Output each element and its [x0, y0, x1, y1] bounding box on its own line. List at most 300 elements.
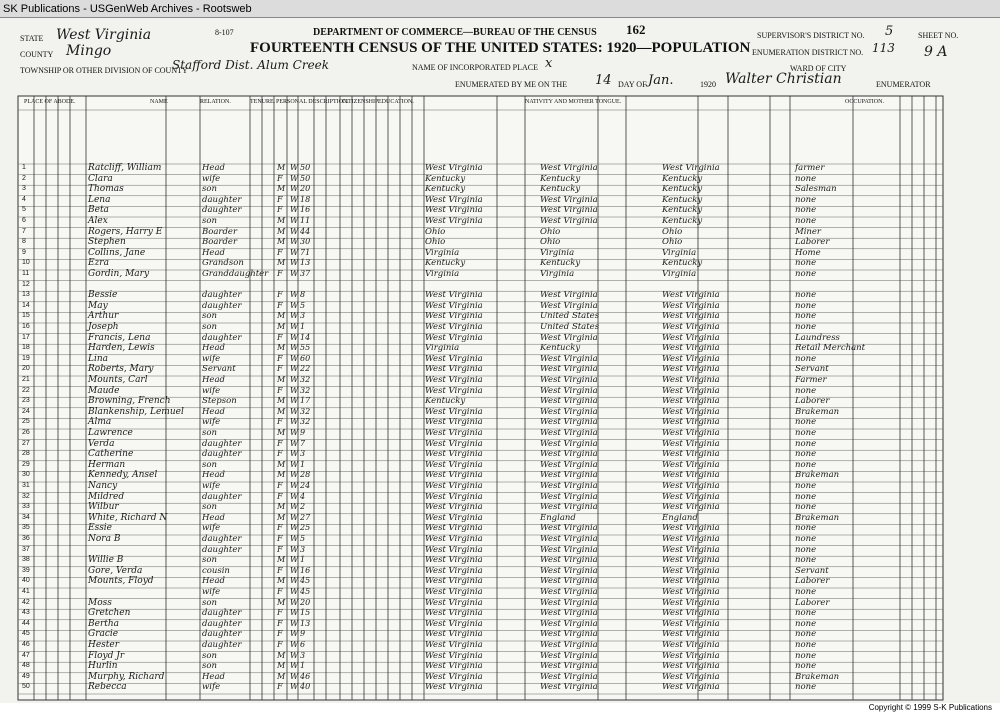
cell-mbirth: West Virginia: [662, 629, 720, 640]
county-label: COUNTY: [20, 50, 54, 59]
census-title: FOURTEENTH CENSUS OF THE UNITED STATES: 1920—POPULATION: [250, 40, 751, 56]
cell-race: W: [290, 608, 299, 618]
table-row: [0, 429, 1000, 440]
cell-sex: F: [277, 300, 283, 310]
cell-n: 40: [22, 577, 30, 585]
cell-name: Ratcliff, William: [88, 163, 162, 173]
cell-rel: daughter: [202, 640, 242, 650]
cell-sex: F: [277, 269, 283, 278]
cell-occ: none: [795, 555, 817, 566]
cell-n: 42: [22, 598, 30, 606]
cell-age: 25: [300, 523, 311, 533]
cell-rel: son: [202, 661, 217, 672]
cell-n: 48: [22, 662, 30, 670]
cell-sex: M: [277, 576, 286, 586]
table-row: [0, 482, 1000, 493]
cell-mbirth: West Virginia: [662, 322, 720, 332]
cell-fbirth: West Virginia: [540, 300, 598, 311]
cell-rel: son: [202, 184, 217, 195]
cell-fbirth: Kentucky: [540, 258, 581, 269]
cell-fbirth: United States: [540, 311, 600, 322]
cell-n: 49: [22, 672, 30, 680]
cell-fbirth: West Virginia: [540, 671, 598, 682]
cell-mbirth: West Virginia: [662, 290, 720, 301]
table-row: [0, 270, 1000, 281]
cell-race: W: [290, 343, 299, 353]
cell-birth: West Virginia: [425, 682, 483, 693]
cell-fbirth: West Virginia: [540, 608, 598, 619]
cell-birth: West Virginia: [425, 300, 483, 311]
table-row: [0, 302, 1000, 313]
cell-age: 20: [300, 597, 311, 607]
cell-race: W: [290, 396, 299, 406]
cell-race: W: [290, 597, 299, 607]
state-value: West Virginia: [56, 27, 152, 43]
cell-race: W: [290, 587, 299, 596]
cell-occ: none: [795, 417, 817, 428]
cell-occ: none: [795, 194, 817, 205]
cell-n: 43: [22, 609, 30, 617]
day-of-label: DAY OF: [618, 80, 647, 89]
col-header-nativity: NATIVITY AND MOTHER TONGUE.: [525, 99, 622, 105]
cell-name: Bessie: [88, 290, 118, 301]
cell-rel: daughter: [202, 534, 242, 544]
cell-mbirth: West Virginia: [662, 163, 720, 173]
cell-mbirth: West Virginia: [662, 502, 720, 513]
cell-name: Gore, Verda: [88, 565, 143, 576]
cell-rel: Head: [202, 576, 225, 587]
cell-occ: Laborer: [795, 597, 830, 608]
cell-name: Clara: [88, 173, 113, 184]
table-row: [0, 196, 1000, 207]
cell-occ: none: [795, 544, 817, 555]
cell-n: 1: [22, 164, 26, 171]
col-header-education: EDUCATION.: [378, 99, 414, 105]
cell-name: Herman: [88, 459, 126, 470]
cell-birth: Ohio: [425, 237, 446, 248]
cell-mbirth: West Virginia: [662, 364, 720, 375]
cell-n: 12: [22, 280, 30, 288]
cell-occ: Servant: [795, 565, 829, 576]
cell-name: Willie B: [88, 555, 124, 566]
cell-rel: Head: [202, 406, 225, 417]
cell-mbirth: West Virginia: [662, 406, 720, 417]
cell-birth: West Virginia: [425, 640, 483, 650]
cell-n: 17: [22, 333, 30, 341]
cell-race: W: [290, 205, 299, 215]
cell-birth: West Virginia: [425, 322, 483, 332]
cell-occ: none: [795, 491, 817, 502]
cell-sex: M: [277, 184, 286, 194]
cell-n: 5: [22, 206, 26, 214]
cell-n: 39: [22, 566, 30, 574]
cell-birth: Kentucky: [425, 258, 466, 269]
cell-race: W: [290, 269, 299, 278]
cell-race: W: [290, 300, 299, 310]
cell-race: W: [290, 534, 299, 543]
cell-fbirth: West Virginia: [540, 576, 598, 587]
cell-n: 14: [22, 301, 30, 309]
ward-label: WARD OF CITY: [790, 64, 847, 73]
cell-occ: Servant: [795, 364, 829, 375]
cell-age: 1: [300, 459, 306, 469]
cell-birth: West Virginia: [425, 428, 483, 438]
cell-sex: F: [277, 205, 283, 215]
cell-rel: son: [202, 428, 217, 438]
cell-mbirth: Kentucky: [662, 216, 703, 226]
table-row: [0, 365, 1000, 376]
cell-age: 2: [300, 502, 306, 512]
table-row: [0, 440, 1000, 451]
cell-n: 15: [22, 312, 30, 320]
department-heading: DEPARTMENT OF COMMERCE—BUREAU OF THE CENSUS: [313, 27, 597, 38]
cell-mbirth: West Virginia: [662, 311, 720, 322]
cell-rel: Stepson: [202, 396, 237, 407]
cell-birth: West Virginia: [425, 597, 483, 608]
cell-age: 27: [300, 512, 311, 522]
footer: [0, 703, 1000, 714]
cell-mbirth: Ohio: [662, 237, 683, 248]
page-number: 162: [626, 22, 646, 37]
cell-name: Verda: [88, 438, 115, 449]
township-value: Stafford Dist. Alum Creek: [172, 58, 330, 72]
cell-fbirth: West Virginia: [540, 491, 598, 502]
county-value: Mingo: [66, 43, 112, 59]
cell-sex: F: [277, 481, 283, 490]
cell-rel: Head: [202, 343, 225, 354]
cell-mbirth: West Virginia: [662, 587, 720, 597]
cell-age: 40: [300, 682, 311, 692]
state-label: STATE: [20, 34, 44, 43]
cell-age: 11: [300, 216, 311, 225]
cell-sex: F: [277, 491, 283, 501]
cell-race: W: [290, 618, 299, 628]
table-row: [0, 683, 1000, 694]
cell-sex: F: [277, 438, 283, 448]
cell-age: 4: [300, 491, 306, 501]
cell-rel: son: [202, 311, 217, 322]
cell-n: 18: [22, 344, 30, 352]
cell-name: Harden, Lewis: [88, 343, 155, 354]
cell-rel: son: [202, 322, 217, 332]
table-row: [0, 185, 1000, 196]
cell-race: W: [290, 194, 299, 204]
cell-mbirth: West Virginia: [662, 640, 720, 650]
cell-name: Arthur: [88, 311, 119, 322]
cell-mbirth: West Virginia: [662, 332, 720, 343]
cell-mbirth: West Virginia: [662, 417, 720, 428]
cell-mbirth: West Virginia: [662, 576, 720, 587]
cell-fbirth: West Virginia: [540, 650, 598, 661]
cell-mbirth: West Virginia: [662, 597, 720, 608]
cell-age: 16: [300, 205, 311, 215]
cell-race: W: [290, 565, 299, 575]
cell-occ: Brakeman: [795, 406, 840, 417]
cell-occ: none: [795, 205, 817, 216]
cell-birth: West Virginia: [425, 481, 483, 491]
cell-rel: Granddaughter: [202, 269, 269, 279]
cell-birth: West Virginia: [425, 491, 483, 502]
window-title-bar: [0, 0, 1000, 18]
cell-sex: M: [277, 406, 286, 416]
cell-name: Wilbur: [88, 502, 119, 513]
table-row: [0, 164, 1000, 175]
cell-sex: F: [277, 290, 283, 300]
cell-name: Lina: [88, 353, 109, 364]
cell-mbirth: Kentucky: [662, 205, 703, 216]
cell-race: W: [290, 375, 299, 384]
cell-birth: Kentucky: [425, 184, 466, 195]
cell-sex: M: [277, 216, 286, 225]
cell-mbirth: West Virginia: [662, 671, 720, 682]
cell-n: 35: [22, 524, 30, 532]
table-row: [0, 344, 1000, 355]
cell-n: 26: [22, 429, 30, 436]
cell-rel: daughter: [202, 544, 242, 555]
cell-occ: none: [795, 523, 817, 534]
cell-race: W: [290, 576, 299, 586]
cell-rel: wife: [202, 353, 221, 364]
cell-occ: none: [795, 322, 817, 332]
cell-age: 5: [300, 534, 306, 543]
cell-fbirth: West Virginia: [540, 459, 598, 470]
cell-name: Lena: [88, 194, 111, 205]
cell-n: 34: [22, 513, 30, 521]
cell-sex: M: [277, 459, 286, 469]
cell-occ: none: [795, 587, 817, 597]
cell-sex: M: [277, 258, 286, 268]
col-header-citizenship: CITIZENSHIP.: [342, 99, 380, 105]
enumeration-district-label: ENUMERATION DISTRICT NO.: [752, 48, 864, 57]
cell-mbirth: Virginia: [662, 247, 697, 258]
cell-fbirth: Ohio: [540, 226, 561, 237]
cell-age: 8: [300, 290, 306, 300]
cell-fbirth: Virginia: [540, 269, 575, 279]
table-row: [0, 524, 1000, 535]
cell-birth: Kentucky: [425, 396, 466, 407]
cell-age: 17: [300, 396, 311, 406]
cell-name: Roberts, Mary: [88, 364, 154, 375]
cell-fbirth: Virginia: [540, 247, 575, 258]
cell-occ: none: [795, 300, 817, 311]
cell-occ: none: [795, 608, 817, 619]
cell-mbirth: West Virginia: [662, 449, 720, 460]
cell-fbirth: West Virginia: [540, 353, 598, 364]
cell-birth: West Virginia: [425, 311, 483, 322]
cell-fbirth: West Virginia: [540, 555, 598, 566]
cell-n: 31: [22, 482, 30, 489]
table-row: [0, 673, 1000, 684]
cell-age: 7: [300, 438, 306, 448]
enumeration-day: 14: [595, 73, 612, 88]
cell-birth: West Virginia: [425, 661, 483, 672]
cell-occ: Laborer: [795, 237, 830, 248]
table-row: [0, 652, 1000, 663]
cell-occ: none: [795, 459, 817, 470]
cell-age: 6: [300, 640, 306, 649]
cell-race: W: [290, 459, 299, 469]
cell-race: W: [290, 311, 299, 321]
cell-rel: Head: [202, 512, 225, 523]
cell-sex: M: [277, 322, 286, 331]
cell-mbirth: West Virginia: [662, 343, 720, 354]
cell-birth: West Virginia: [425, 512, 483, 523]
cell-occ: Laborer: [795, 396, 830, 407]
cell-rel: wife: [202, 385, 221, 396]
enumerator-label: ENUMERATOR: [876, 80, 931, 89]
cell-fbirth: West Virginia: [540, 406, 598, 417]
cell-age: 3: [300, 650, 306, 660]
cell-mbirth: Virginia: [662, 269, 697, 279]
cell-fbirth: West Virginia: [540, 587, 598, 597]
cell-birth: West Virginia: [425, 449, 483, 460]
cell-age: 22: [300, 364, 311, 374]
cell-name: May: [88, 300, 108, 311]
cell-sex: M: [277, 470, 286, 480]
cell-sex: F: [277, 640, 283, 649]
cell-fbirth: West Virginia: [540, 194, 598, 205]
incorporated-place-value: x: [545, 56, 553, 71]
cell-sex: F: [277, 385, 283, 395]
cell-occ: none: [795, 258, 817, 269]
cell-occ: none: [795, 353, 817, 364]
cell-sex: F: [277, 364, 283, 374]
cell-birth: West Virginia: [425, 438, 483, 449]
cell-mbirth: West Virginia: [662, 481, 720, 491]
cell-birth: West Virginia: [425, 470, 483, 481]
cell-mbirth: West Virginia: [662, 544, 720, 555]
cell-race: W: [290, 481, 299, 490]
cell-rel: daughter: [202, 290, 242, 301]
cell-race: W: [290, 438, 299, 448]
cell-age: 28: [300, 470, 311, 480]
cell-name: Moss: [88, 597, 112, 608]
cell-race: W: [290, 290, 299, 300]
cell-fbirth: Kentucky: [540, 343, 581, 354]
cell-race: W: [290, 173, 299, 183]
supervisor-district-value: 5: [885, 24, 894, 39]
cell-n: 2: [22, 174, 26, 182]
cell-n: 41: [22, 588, 30, 595]
col-header-abode: PLACE OF ABODE.: [24, 99, 76, 105]
table-row: [0, 641, 1000, 652]
cell-occ: none: [795, 428, 817, 438]
cell-mbirth: West Virginia: [662, 661, 720, 672]
cell-sex: M: [277, 502, 286, 512]
cell-age: 3: [300, 311, 306, 321]
cell-mbirth: Ohio: [662, 226, 683, 237]
table-row: [0, 175, 1000, 186]
table-row: [0, 312, 1000, 323]
cell-age: 32: [300, 375, 311, 384]
cell-n: 45: [22, 630, 30, 638]
cell-name: White, Richard N: [88, 512, 168, 523]
cell-age: 46: [300, 671, 311, 681]
cell-mbirth: England: [662, 512, 698, 523]
cell-age: 32: [300, 406, 311, 416]
cell-occ: none: [795, 650, 817, 661]
cell-fbirth: West Virginia: [540, 290, 598, 301]
cell-age: 24: [300, 481, 311, 490]
cell-age: 50: [300, 173, 311, 183]
cell-race: W: [290, 661, 299, 671]
cell-occ: none: [795, 173, 817, 184]
cell-occ: none: [795, 661, 817, 672]
cell-rel: son: [202, 650, 217, 661]
cell-n: 21: [22, 376, 30, 383]
cell-mbirth: West Virginia: [662, 608, 720, 619]
cell-sex: M: [277, 375, 286, 384]
cell-fbirth: West Virginia: [540, 216, 598, 226]
cell-fbirth: United States: [540, 322, 600, 332]
cell-sex: M: [277, 163, 286, 172]
cell-n: 8: [22, 238, 26, 246]
cell-race: W: [290, 364, 299, 374]
cell-mbirth: West Virginia: [662, 396, 720, 407]
cell-birth: West Virginia: [425, 417, 483, 428]
cell-sex: M: [277, 597, 286, 607]
cell-rel: daughter: [202, 438, 242, 449]
cell-mbirth: West Virginia: [662, 385, 720, 396]
cell-occ: none: [795, 481, 817, 491]
cell-mbirth: West Virginia: [662, 555, 720, 566]
cell-sex: F: [277, 608, 283, 618]
table-row: [0, 408, 1000, 419]
col-header-occupation: OCCUPATION.: [845, 99, 884, 105]
cell-sex: F: [277, 194, 283, 204]
cell-n: 6: [22, 217, 26, 224]
cell-age: 15: [300, 608, 311, 618]
cell-rel: daughter: [202, 608, 242, 619]
cell-name: Bertha: [88, 618, 120, 629]
cell-rel: Head: [202, 163, 225, 173]
cell-sex: F: [277, 353, 283, 363]
cell-age: 1: [300, 555, 306, 565]
cell-fbirth: West Virginia: [540, 205, 598, 216]
cell-rel: son: [202, 555, 217, 566]
cell-birth: West Virginia: [425, 523, 483, 534]
table-row: [0, 577, 1000, 588]
table-row: [0, 535, 1000, 546]
cell-age: 32: [300, 417, 311, 427]
cell-fbirth: West Virginia: [540, 396, 598, 407]
cell-rel: son: [202, 216, 217, 226]
cell-n: 28: [22, 450, 30, 458]
cell-mbirth: West Virginia: [662, 565, 720, 576]
cell-age: 14: [300, 332, 311, 342]
cell-race: W: [290, 491, 299, 501]
cell-age: 60: [300, 353, 311, 363]
cell-fbirth: West Virginia: [540, 629, 598, 640]
cell-sex: M: [277, 396, 286, 406]
cell-sex: F: [277, 544, 283, 554]
cell-age: 5: [300, 300, 306, 310]
cell-name: Francis, Lena: [88, 332, 151, 343]
cell-n: 37: [22, 545, 30, 553]
cell-race: W: [290, 237, 299, 247]
cell-birth: West Virginia: [425, 618, 483, 629]
copyright-text: Copyright © 1999 S-K Publications: [868, 703, 992, 712]
cell-mbirth: West Virginia: [662, 428, 720, 438]
cell-name: Ezra: [88, 258, 109, 269]
table-row: [0, 291, 1000, 302]
cell-name: Murphy, Richard: [88, 671, 165, 682]
cell-occ: none: [795, 449, 817, 460]
cell-rel: wife: [202, 173, 221, 184]
cell-n: 20: [22, 365, 30, 373]
cell-name: Nora B: [88, 534, 121, 544]
cell-name: Gracie: [88, 629, 119, 640]
